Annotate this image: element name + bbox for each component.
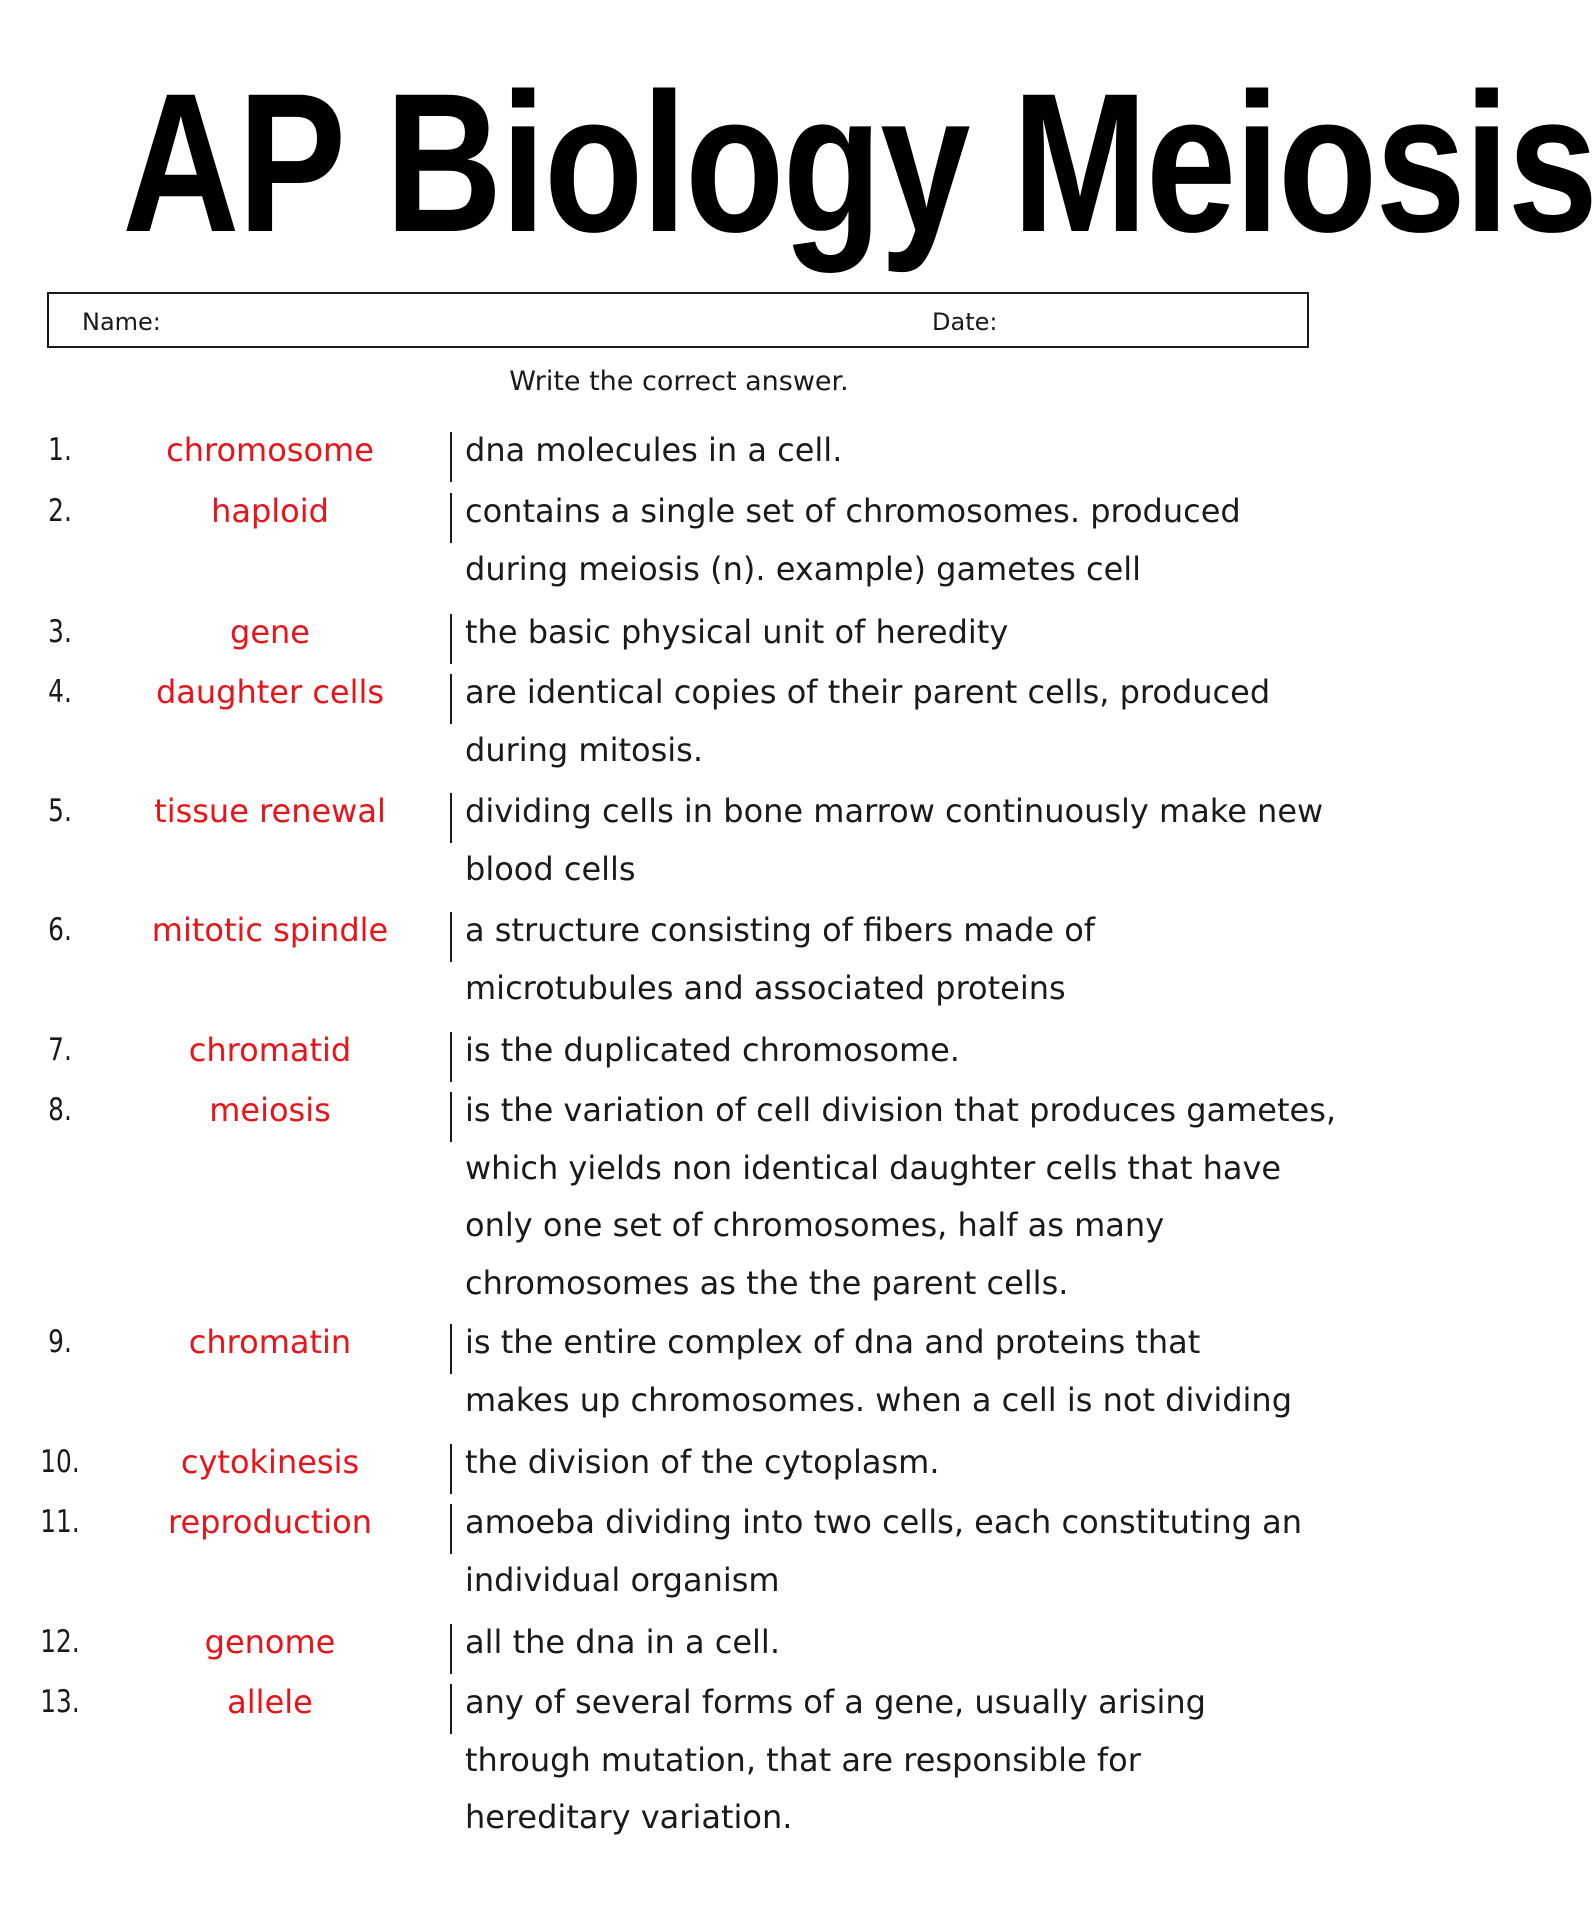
item-number: 13.	[40, 1684, 80, 1720]
divider-line	[450, 432, 452, 482]
item-number: 6.	[48, 912, 72, 948]
definition-line: only one set of chromosomes, half as many	[465, 1206, 1165, 1244]
definition-line: chromosomes as the the parent cells.	[465, 1263, 1069, 1302]
answer-text: allele	[227, 1683, 313, 1721]
item-number: 8.	[48, 1092, 72, 1128]
definition-line: dividing cells in bone marrow continuously make new	[465, 792, 1324, 830]
answer-text: chromatin	[188, 1323, 352, 1361]
definition-line: is the duplicated chromosome.	[465, 1031, 960, 1069]
divider-line	[450, 1324, 452, 1374]
definition-line: a structure consisting of fibers made of	[465, 911, 1096, 949]
answer-text: tissue renewal	[154, 792, 386, 830]
definition-line: is the variation of cell division that produces gametes,	[465, 1091, 1337, 1129]
instruction-text: Write the correct answer.	[509, 366, 849, 397]
definition	[465, 1614, 1345, 1672]
answer-text: chromatid	[188, 1031, 352, 1069]
definition-line: dna molecules in a cell.	[465, 431, 843, 469]
definition-line: the division of the cytoplasm.	[465, 1443, 940, 1481]
definition-line: amoeba dividing into two cells, each constituting an	[465, 1503, 1302, 1541]
name-date-box	[47, 292, 1309, 348]
answer-text: reproduction	[168, 1503, 372, 1541]
definition	[465, 902, 1345, 1017]
item-number: 11.	[40, 1504, 80, 1540]
divider-line	[450, 1092, 452, 1142]
divider-line	[450, 1624, 452, 1674]
answer-text: daughter cells	[155, 673, 385, 711]
answer-text: chromosome	[166, 431, 374, 469]
definition	[465, 483, 1345, 598]
item-number: 7.	[48, 1032, 72, 1068]
answer-text: gene	[230, 613, 310, 651]
definition-line: is the entire complex of dna and proteins that	[465, 1323, 1201, 1361]
definition	[465, 1314, 1345, 1429]
definition	[465, 783, 1345, 898]
definition	[465, 664, 1345, 779]
item-number: 3.	[48, 614, 72, 650]
definition-line: through mutation, that are responsible for	[465, 1740, 1141, 1779]
definition-line: makes up chromosomes. when a cell is not dividing	[465, 1380, 1292, 1419]
definition-line: all the dna in a cell.	[465, 1623, 780, 1661]
definition-line: any of several forms of a gene, usually arising	[465, 1683, 1206, 1721]
definition	[465, 604, 1345, 662]
definition	[465, 1434, 1345, 1492]
page-title: AP Biology Meiosis	[122, 52, 1596, 273]
definition	[465, 1082, 1345, 1312]
divider-line	[450, 912, 452, 962]
item-number: 5.	[48, 793, 72, 829]
answer-text: cytokinesis	[180, 1443, 360, 1481]
item-number: 12.	[40, 1624, 80, 1660]
item-number: 10.	[40, 1444, 80, 1480]
definition-line: during meiosis (n). example) gametes cell	[465, 549, 1142, 588]
item-number: 4.	[48, 674, 72, 710]
divider-line	[450, 793, 452, 843]
definition-line: hereditary variation.	[465, 1798, 793, 1836]
date-label: Date:	[932, 308, 998, 336]
definition	[465, 422, 1345, 480]
definition	[465, 1494, 1345, 1609]
definition-line: microtubules and associated proteins	[465, 968, 1066, 1007]
divider-line	[450, 493, 452, 543]
item-number: 9.	[48, 1324, 72, 1360]
divider-line	[450, 1032, 452, 1082]
definition-line: individual organism	[465, 1560, 780, 1599]
definition	[465, 1022, 1345, 1080]
divider-line	[450, 1684, 452, 1734]
divider-line	[450, 1504, 452, 1554]
divider-line	[450, 1444, 452, 1494]
answer-text: meiosis	[209, 1091, 331, 1129]
definition-line: blood cells	[465, 849, 636, 888]
divider-line	[450, 674, 452, 724]
definition-line: contains a single set of chromosomes. produced	[465, 492, 1241, 530]
name-label: Name:	[82, 308, 161, 336]
definition-line: which yields non identical daughter cells that have	[465, 1148, 1282, 1187]
answer-text: genome	[204, 1623, 336, 1661]
answer-text: haploid	[211, 492, 329, 530]
divider-line	[450, 614, 452, 664]
definition	[465, 1674, 1345, 1847]
definition-line: during mitosis.	[465, 730, 703, 769]
answer-text: mitotic spindle	[151, 911, 389, 949]
definition-line: are identical copies of their parent cells, produced	[465, 673, 1271, 711]
item-number: 2.	[48, 493, 72, 529]
definition-line: the basic physical unit of heredity	[465, 613, 1009, 651]
item-number: 1.	[48, 432, 72, 468]
